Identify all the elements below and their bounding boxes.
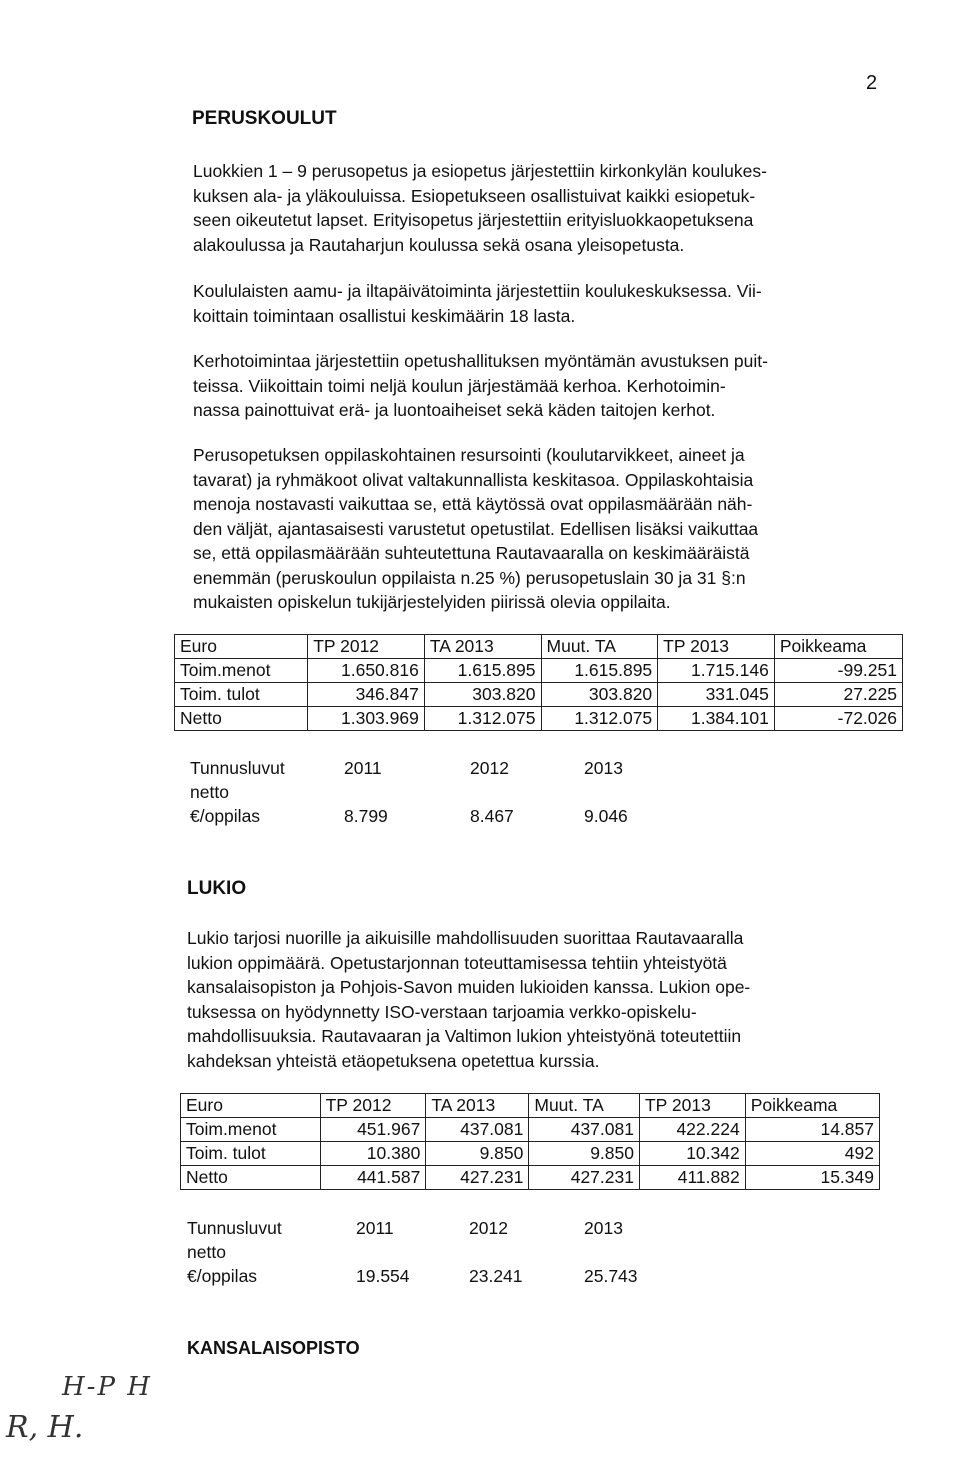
text-line: seen oikeutetut lapset. Erityisopetus järjestettiin erityisluokkaopetuksena xyxy=(193,210,754,230)
text-line: mahdollisuuksia. Rautavaaran ja Valtimon lukion yhteistyönä toteutettiin xyxy=(187,1026,742,1046)
text-line: alakoulussa ja Rautaharjun koulussa sekä osana yleisopetusta. xyxy=(193,234,685,255)
table-cell: -99.251 xyxy=(774,659,902,683)
handwritten-signature: R, H. xyxy=(6,1410,84,1445)
text-line: se, että oppilasmäärään suhteutettuna Rautavaaralla on keskimääräistä xyxy=(193,543,750,563)
table-cell: 1.650.816 xyxy=(308,659,425,683)
text-line: koittain toimintaan osallistui keskimäärin 18 lasta. xyxy=(193,305,576,326)
table-cell: 15.349 xyxy=(745,1166,879,1190)
text-line: kahdeksan yhteistä etäopetuksena opetettua kurssia. xyxy=(187,1050,600,1071)
kpi-value: 8.799 xyxy=(344,806,388,826)
table-cell: TP 2013 xyxy=(639,1094,745,1118)
table-row xyxy=(175,707,903,731)
page-number: 2 xyxy=(866,72,878,94)
heading-kansalaisopisto: KANSALAISOPISTO xyxy=(187,1338,360,1358)
table-row xyxy=(181,1166,880,1190)
table-cell: 1.715.146 xyxy=(658,659,775,683)
table-cell: Poikkeama xyxy=(745,1094,879,1118)
table-cell: 437.081 xyxy=(426,1118,529,1142)
table-cell: 422.224 xyxy=(639,1118,745,1142)
table-cell: 10.380 xyxy=(320,1142,426,1166)
table-cell: 14.857 xyxy=(745,1118,879,1142)
table-cell: Toim.menot xyxy=(175,659,308,683)
paragraph xyxy=(187,926,879,1073)
table-cell: Euro xyxy=(181,1094,321,1118)
heading-peruskoulut: PERUSKOULUT xyxy=(192,108,337,129)
text-line: Kerhotoimintaa järjestettiin opetushallituksen myöntämän avustuksen puit- xyxy=(193,351,768,371)
table-cell: Euro xyxy=(175,635,308,659)
text-line: nassa painottuivat erä- ja luontoaiheiset sekä käden taitojen kerhot. xyxy=(193,400,716,420)
text-line: den väljät, ajantasaisesti varustetut opetustilat. Edellisen lisäksi vaikuttaa xyxy=(193,518,759,539)
kpi-block-peruskoulut xyxy=(190,758,690,830)
kpi-label: Tunnusluvut xyxy=(187,1218,282,1238)
budget-table-lukio xyxy=(180,1093,880,1190)
kpi-year: 2013 xyxy=(584,758,623,778)
table-cell: 427.231 xyxy=(529,1166,640,1190)
table-cell: 9.850 xyxy=(426,1142,529,1166)
text-line: menoja nostavasti vaikuttaa se, että käytössä ovat oppilasmäärään näh- xyxy=(193,494,753,514)
table-cell: Netto xyxy=(181,1166,321,1190)
table-cell: 451.967 xyxy=(320,1118,426,1142)
text-line: teissa. Viikoittain toimi neljä koulun järjestämää kerhoa. Kerhotoimin- xyxy=(193,375,726,396)
kpi-label: netto xyxy=(190,782,229,802)
table-cell: 441.587 xyxy=(320,1166,426,1190)
table-cell: Toim. tulot xyxy=(181,1142,321,1166)
table-cell: Muut. TA xyxy=(541,635,658,659)
kpi-value: 9.046 xyxy=(584,806,628,826)
table-cell: Poikkeama xyxy=(774,635,902,659)
text-line: mukaisten opiskelun tukijärjestelyiden piirissä olevia oppilaita. xyxy=(193,592,671,612)
kpi-value: 23.241 xyxy=(469,1266,523,1286)
paragraph xyxy=(193,159,879,257)
table-header-row xyxy=(175,635,903,659)
table-cell: Toim. tulot xyxy=(175,683,308,707)
kpi-label: €/oppilas xyxy=(190,806,261,826)
table-cell: TP 2012 xyxy=(308,635,425,659)
kpi-year: 2013 xyxy=(584,1218,623,1238)
table-cell: -72.026 xyxy=(774,707,902,731)
handwritten-initials: H-P H xyxy=(62,1372,152,1402)
table-cell: 346.847 xyxy=(308,683,425,707)
kpi-value: 19.554 xyxy=(356,1266,410,1286)
table-row xyxy=(181,1142,880,1166)
kpi-block-lukio xyxy=(187,1218,687,1290)
kpi-label: netto xyxy=(187,1242,226,1262)
table-cell: 1.615.895 xyxy=(541,659,658,683)
table-cell: Toim.menot xyxy=(181,1118,321,1142)
text-line: tavarat) ja ryhmäkoot olivat valtakunnallista keskitasoa. Oppilaskohtaisia xyxy=(193,469,754,490)
text-line: lukion oppimäärä. Opetustarjonnan toteuttamisessa tehtiin yhteistyötä xyxy=(187,952,727,973)
table-cell: 1.303.969 xyxy=(308,707,425,731)
kpi-year: 2011 xyxy=(344,758,382,778)
table-row xyxy=(175,683,903,707)
table-cell: 492 xyxy=(745,1142,879,1166)
table-cell: 1.615.895 xyxy=(424,659,541,683)
table-cell: 411.882 xyxy=(639,1166,745,1190)
table-cell: 1.312.075 xyxy=(424,707,541,731)
text-line: Perusopetuksen oppilaskohtainen resursointi (koulutarvikkeet, aineet ja xyxy=(193,445,745,465)
text-line: kansalaisopiston ja Pohjois-Savon muiden lukioiden kanssa. Lukion ope- xyxy=(187,977,751,997)
table-cell: 303.820 xyxy=(424,683,541,707)
text-line: Luokkien 1 – 9 perusopetus ja esiopetus järjestettiin kirkonkylän koulukes- xyxy=(193,161,767,181)
table-cell: TA 2013 xyxy=(424,635,541,659)
table-cell: 437.081 xyxy=(529,1118,640,1142)
table-cell: 303.820 xyxy=(541,683,658,707)
kpi-year: 2011 xyxy=(356,1218,394,1238)
kpi-value: 25.743 xyxy=(584,1266,638,1286)
table-cell: 1.384.101 xyxy=(658,707,775,731)
paragraph xyxy=(193,443,879,615)
text-line: enemmän (peruskoulun oppilaista n.25 %) perusopetuslain 30 ja 31 §:n xyxy=(193,567,746,588)
kpi-year: 2012 xyxy=(470,758,509,778)
text-line: tuksessa on hyödynnetty ISO-verstaan tarjoamia verkko-opiskelu- xyxy=(187,1001,697,1022)
kpi-label: €/oppilas xyxy=(187,1266,258,1286)
paragraph xyxy=(193,279,879,328)
table-cell: TP 2012 xyxy=(320,1094,426,1118)
table-cell: 9.850 xyxy=(529,1142,640,1166)
table-row xyxy=(181,1118,880,1142)
kpi-value: 8.467 xyxy=(470,806,514,826)
paragraph xyxy=(193,349,879,423)
budget-table-peruskoulut xyxy=(174,634,903,731)
table-cell: 427.231 xyxy=(426,1166,529,1190)
kpi-label: Tunnusluvut xyxy=(190,758,285,778)
table-cell: 27.225 xyxy=(774,683,902,707)
text-line: Lukio tarjosi nuorille ja aikuisille mahdollisuuden suorittaa Rautavaaralla xyxy=(187,928,744,948)
table-cell: TP 2013 xyxy=(658,635,775,659)
text-line: kuksen ala- ja yläkouluissa. Esiopetukseen osallistuivat kaikki esiopetuk- xyxy=(193,185,756,206)
table-cell: 331.045 xyxy=(658,683,775,707)
text-line: Koululaisten aamu- ja iltapäivätoiminta järjestettiin koulukeskuksessa. Vii- xyxy=(193,281,762,301)
table-cell: Muut. TA xyxy=(529,1094,640,1118)
table-cell: 10.342 xyxy=(639,1142,745,1166)
table-cell: Netto xyxy=(175,707,308,731)
heading-lukio: LUKIO xyxy=(187,878,247,899)
table-row xyxy=(175,659,903,683)
table-cell: 1.312.075 xyxy=(541,707,658,731)
kpi-year: 2012 xyxy=(469,1218,508,1238)
table-header-row xyxy=(181,1094,880,1118)
table-cell: TA 2013 xyxy=(426,1094,529,1118)
